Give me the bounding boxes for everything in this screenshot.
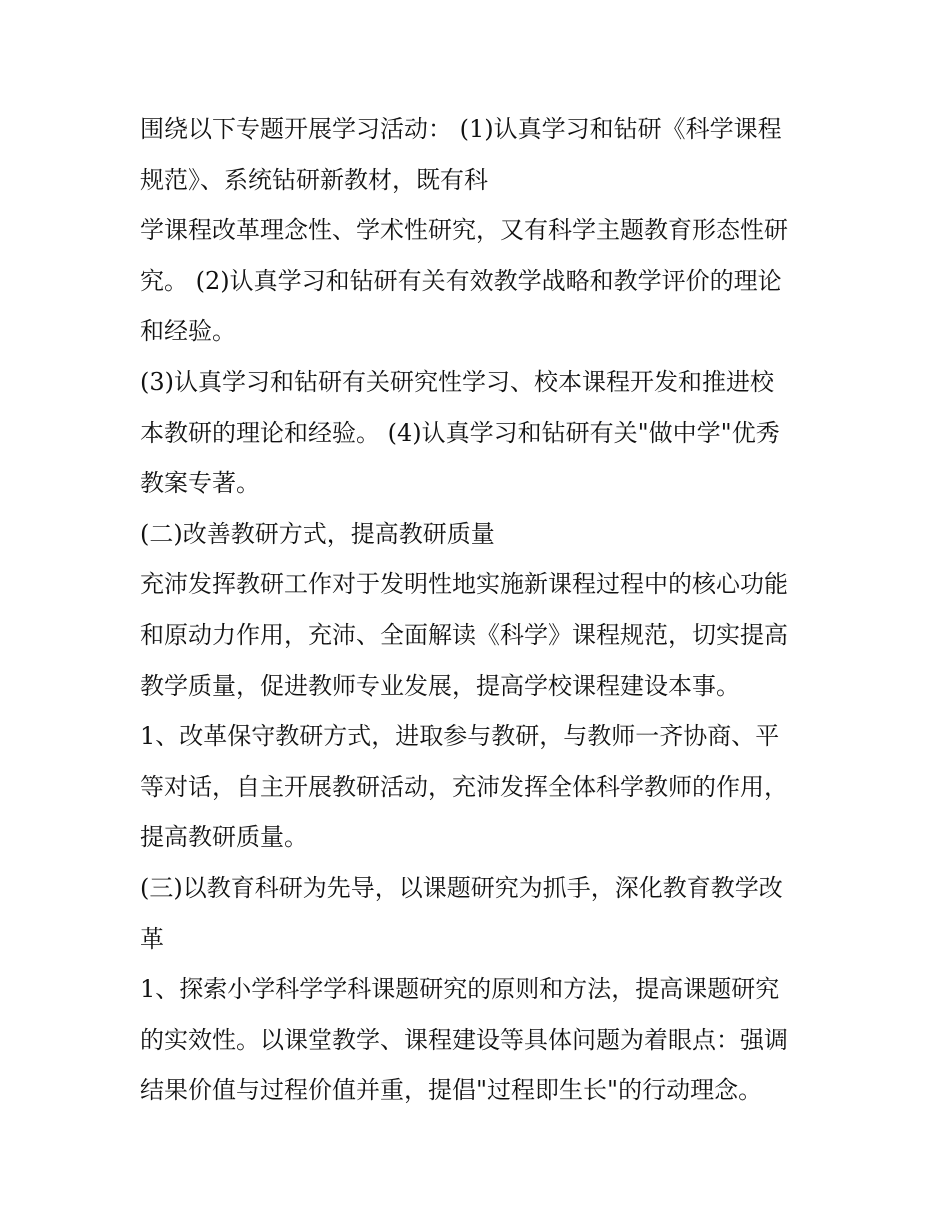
text-line: 学课程改革理念性、学术性研究，又有科学主题教育形态性研 (140, 216, 788, 245)
text-line: 教案专著。 (140, 469, 260, 498)
text-line: 和经验。 (140, 317, 236, 346)
text-line: (3)认真学习和钻研有关研究性学习、校本课程开发和推进校 (140, 367, 774, 396)
text-line: 本教研的理论和经验。 (4)认真学习和钻研有关"做中学"优秀 (140, 418, 780, 447)
text-line: 结果价值与过程价值并重，提倡"过程即生长"的行动理念。 (140, 1076, 763, 1105)
text-line: 规范》、系统钻研新教材，既有科 (140, 165, 488, 194)
section-heading: 革 (140, 924, 164, 953)
text-line: 教学质量，促进教师专业发展，提高学校课程建设本事。 (140, 671, 740, 700)
section-heading: (二)改善教研方式，提高教研质量 (140, 519, 495, 548)
text-line: 的实效性。以课堂教学、课程建设等具体问题为着眼点：强调 (140, 1025, 788, 1054)
text-line: 充沛发挥教研工作对于发明性地实施新课程过程中的核心功能 (140, 570, 788, 599)
text-line: 究。 (2)认真学习和钻研有关有效教学战略和教学评价的理论 (140, 266, 782, 295)
text-line: 围绕以下专题开展学习活动： (1)认真学习和钻研《科学课程 (140, 115, 782, 143)
text-line: 1、改革保守教研方式，进取参与教研，与教师一齐协商、平 (140, 722, 780, 751)
text-line: 和原动力作用，充沛、全面解读《科学》课程规范，切实提高 (140, 620, 788, 649)
text-line: 1、探索小学科学学科课题研究的原则和方法，提高课题研究 (140, 975, 780, 1004)
section-heading: (三)以教育科研为先导，以课题研究为抓手，深化教育教学改 (140, 873, 783, 902)
document-body (140, 104, 830, 1116)
text-line: 提高教研质量。 (140, 823, 308, 852)
text-line: 等对话，自主开展教研活动，充沛发挥全体科学教师的作用， (140, 772, 788, 801)
